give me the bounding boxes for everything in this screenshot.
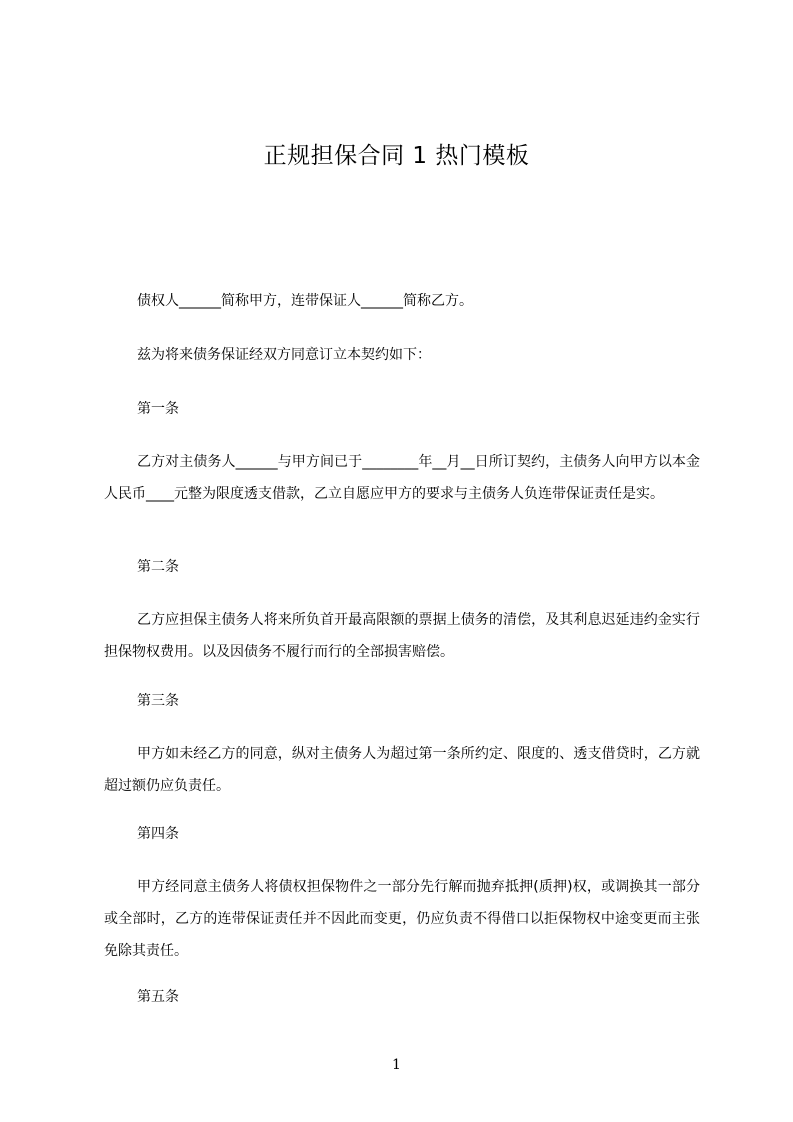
- section-heading-4: 第四条: [137, 826, 179, 842]
- intro-agreement: 兹为将来债务保证经双方同意订立本契约如下：: [137, 347, 431, 363]
- section-heading-3: 第三条: [137, 693, 179, 709]
- section-text-4: 甲方经同意主债务人将债权担保物件之一部分先行解而抛弃抵押(质押)权，或调换其一部分或全部时，乙方的连带保证责任并不因此而变更，仍应负责不得借口以拒保物权中途变更而主张免除其责任。: [104, 879, 700, 959]
- section-heading-2: 第二条: [137, 559, 179, 575]
- section-text-3: 甲方如未经乙方的同意，纵对主债务人为超过第一条所约定、限度的、透支借贷时，乙方就超过额仍应负责任。: [104, 746, 700, 794]
- section-text-2: 乙方应担保主债务人将来所负首开最高限额的票据上债务的清偿，及其利息迟延违约金实行担保物权费用。以及因债务不履行而行的全部损害赔偿。: [104, 612, 700, 660]
- intro-parties: 债权人______简称甲方，连带保证人______简称乙方。: [137, 293, 473, 309]
- section-text-1: 乙方对主债务人______与甲方间已于________年__月__日所订契约，主债务人向甲方以本金人民币____元整为限度透支借款，乙立自愿应甲方的要求与主债务人负连带保证责任是实。: [104, 454, 700, 502]
- document-title: 正规担保合同 1 热门模板: [263, 143, 530, 169]
- section-heading-1: 第一条: [137, 401, 179, 417]
- page-number: 1: [392, 1057, 401, 1073]
- section-heading-5: 第五条: [137, 989, 179, 1005]
